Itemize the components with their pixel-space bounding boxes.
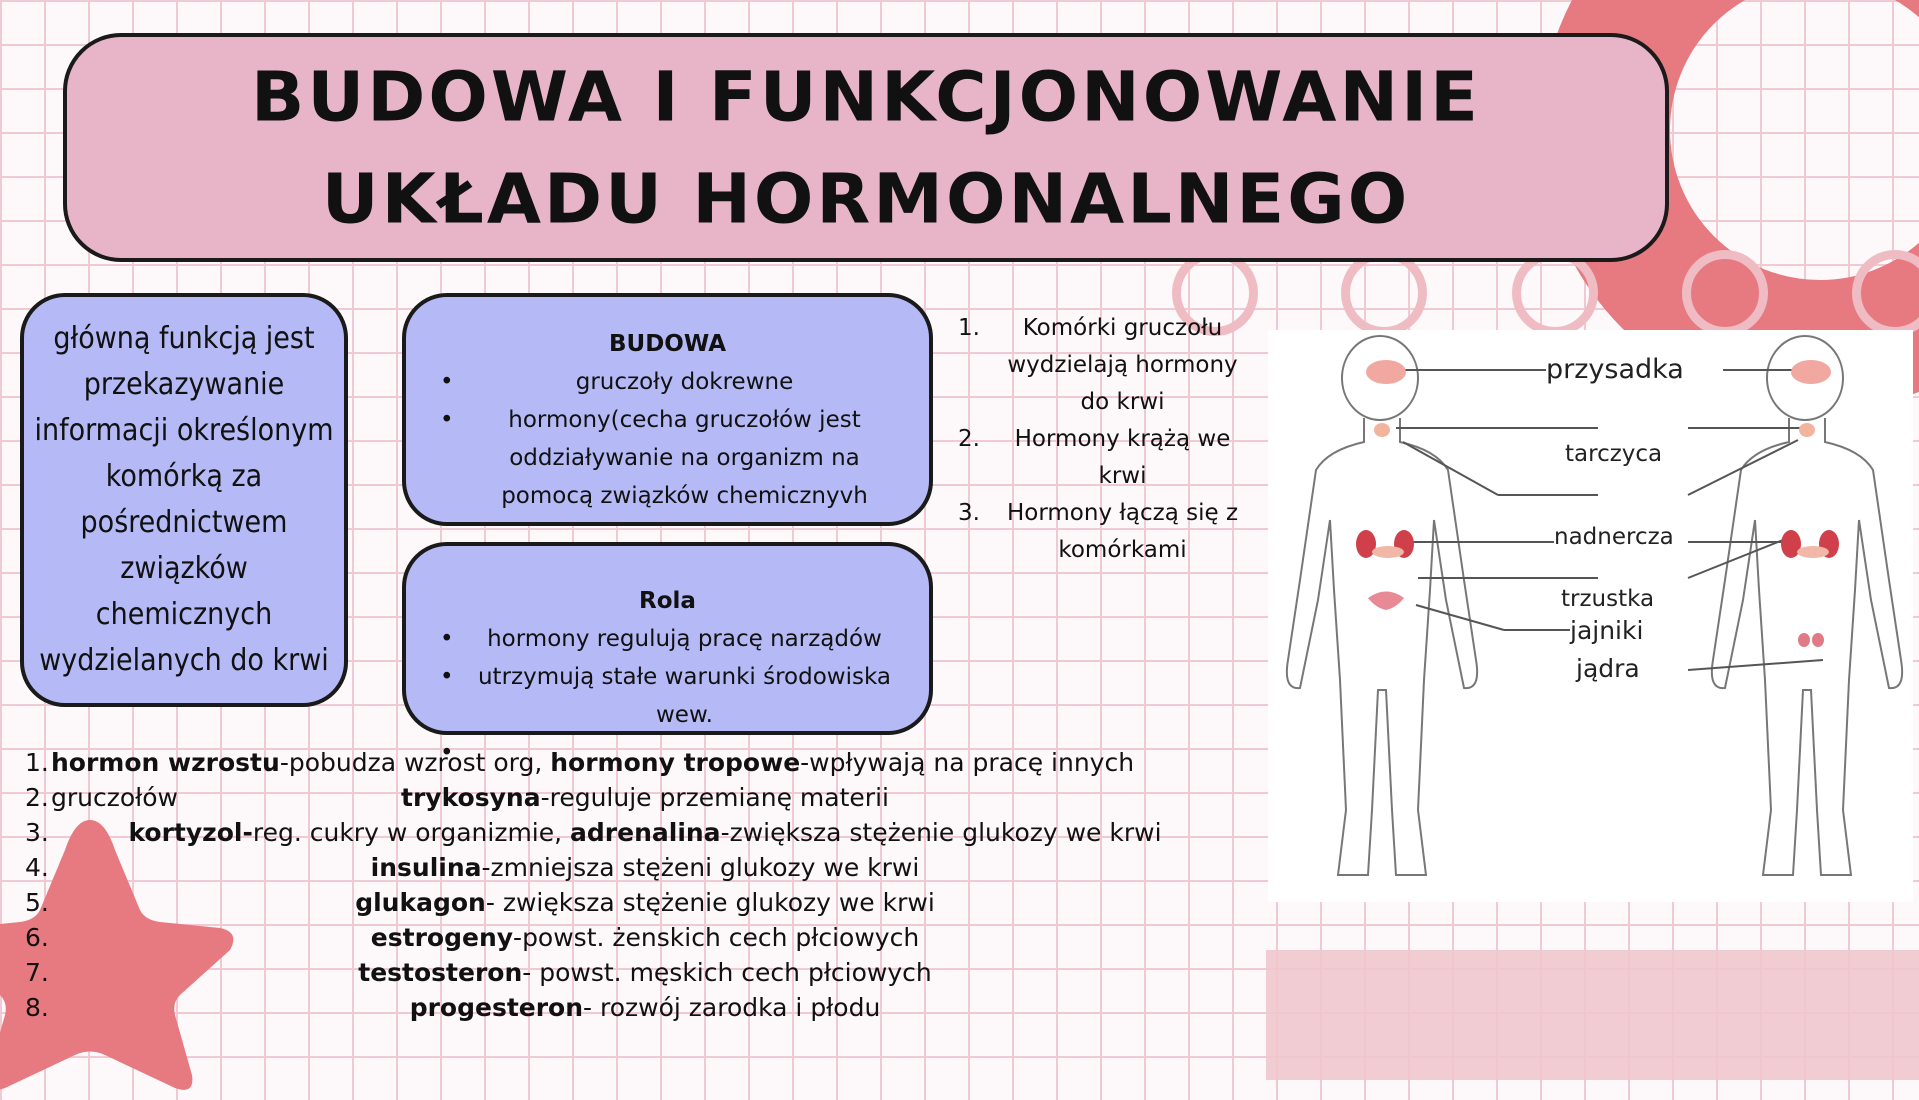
hormone-name: testosteron [358, 958, 523, 987]
function-text: główną funkcją jest przekazywanie informacji określonym komórką za pośrednictwem związków chemicznych wydzielanych do krwi [34, 321, 334, 678]
fact-text: Hormony krążą we krwi [1014, 426, 1231, 489]
hormone-name: hormon wzrostu [51, 748, 280, 777]
hormone-name: trykosyna [401, 783, 541, 812]
hormone-desc: -zmniejsza stężeni glukozy we krwi [481, 853, 920, 882]
list-item [25, 815, 1265, 850]
facts-list [955, 310, 1250, 569]
decorative-ring [1341, 250, 1427, 336]
hormone-desc: -reguluje przemianę materii [540, 783, 889, 812]
list-item: • hormony(cecha gruczołów jest oddziaływanie na organizm na pomocą związków chemicznyvh [426, 401, 909, 515]
list-item [25, 920, 1265, 955]
list-number: 8. [25, 993, 49, 1022]
budowa-heading: BUDOWA [609, 331, 726, 357]
list-item [25, 780, 1265, 815]
list-item: • utrzymują stałe warunki środowiska wew. [426, 658, 909, 734]
page-title: BUDOWA I FUNKCJONOWANIE UKŁADU HORMONALNEGO [251, 56, 1481, 239]
list-item [25, 885, 1265, 920]
list-item [955, 310, 1250, 421]
hormone-name: progesteron [409, 993, 584, 1022]
list-number: 6. [25, 923, 49, 952]
hormone-name: insulina [370, 853, 482, 882]
hormone-name: hormony tropowe [550, 748, 801, 777]
label-jajniki: jajniki [1570, 616, 1644, 645]
hormone-desc: -wpływają na pracę innych gruczołów [51, 748, 1135, 812]
rola-heading: Rola [639, 588, 696, 614]
hormone-name: kortyzol- [128, 818, 253, 847]
list-number: 3. [25, 818, 49, 847]
list-item: • gruczoły dokrewne [426, 363, 909, 401]
list-number: 7. [25, 958, 49, 987]
hormone-desc: - powst. męskich cech płciowych [522, 958, 932, 987]
decorative-bottom-band [1266, 950, 1919, 1080]
hormone-name: glukagon [355, 888, 486, 917]
budowa-list [426, 363, 909, 515]
list-number: 1. [958, 315, 980, 341]
list-item [25, 990, 1265, 1025]
title-banner [63, 33, 1669, 262]
hormone-desc: -pobudza wzrost org, [279, 748, 543, 777]
hormone-desc: reg. cukry w organizmie, [252, 818, 563, 847]
list-number: 2. [958, 426, 980, 452]
label-trzustka: trzustka [1561, 586, 1655, 612]
hormone-list [25, 745, 1265, 1025]
hormone-desc: - zwiększa stężenie glukozy we krwi [485, 888, 935, 917]
hormone-desc: - rozwój zarodka i płodu [583, 993, 881, 1022]
decorative-ring [1682, 250, 1768, 336]
fact-text: Hormony łączą się z komórkami [1006, 500, 1239, 563]
hormone-name: estrogeny [370, 923, 514, 952]
decorative-ring [1512, 250, 1598, 336]
list-item [955, 421, 1250, 495]
rola-box [402, 542, 933, 735]
label-jadra: jądra [1576, 654, 1640, 683]
hormone-desc: -powst. żenskich cech płciowych [513, 923, 920, 952]
label-przysadka: przysadka [1546, 354, 1684, 385]
list-item [955, 495, 1250, 569]
endocrine-diagram [1268, 330, 1913, 902]
list-number: 2. [25, 783, 49, 812]
list-item [25, 850, 1265, 885]
list-item [25, 955, 1265, 990]
list-item: • hormony regulują pracę narządów [426, 620, 909, 658]
list-number: 4. [25, 853, 49, 882]
list-number: 3. [958, 500, 980, 526]
fact-text: Komórki gruczołu wydzielają hormony do krwi [1007, 315, 1238, 415]
list-number: 5. [25, 888, 49, 917]
rola-list [426, 620, 909, 734]
list-number: 1. [25, 748, 49, 777]
hormone-name: adrenalina [570, 818, 721, 847]
label-tarczyca: tarczyca [1565, 441, 1663, 467]
label-nadnercza: nadnercza [1554, 524, 1674, 550]
hormone-desc: -zwiększa stężenie glukozy we krwi [720, 818, 1162, 847]
budowa-box [402, 293, 933, 526]
function-box [20, 293, 348, 707]
